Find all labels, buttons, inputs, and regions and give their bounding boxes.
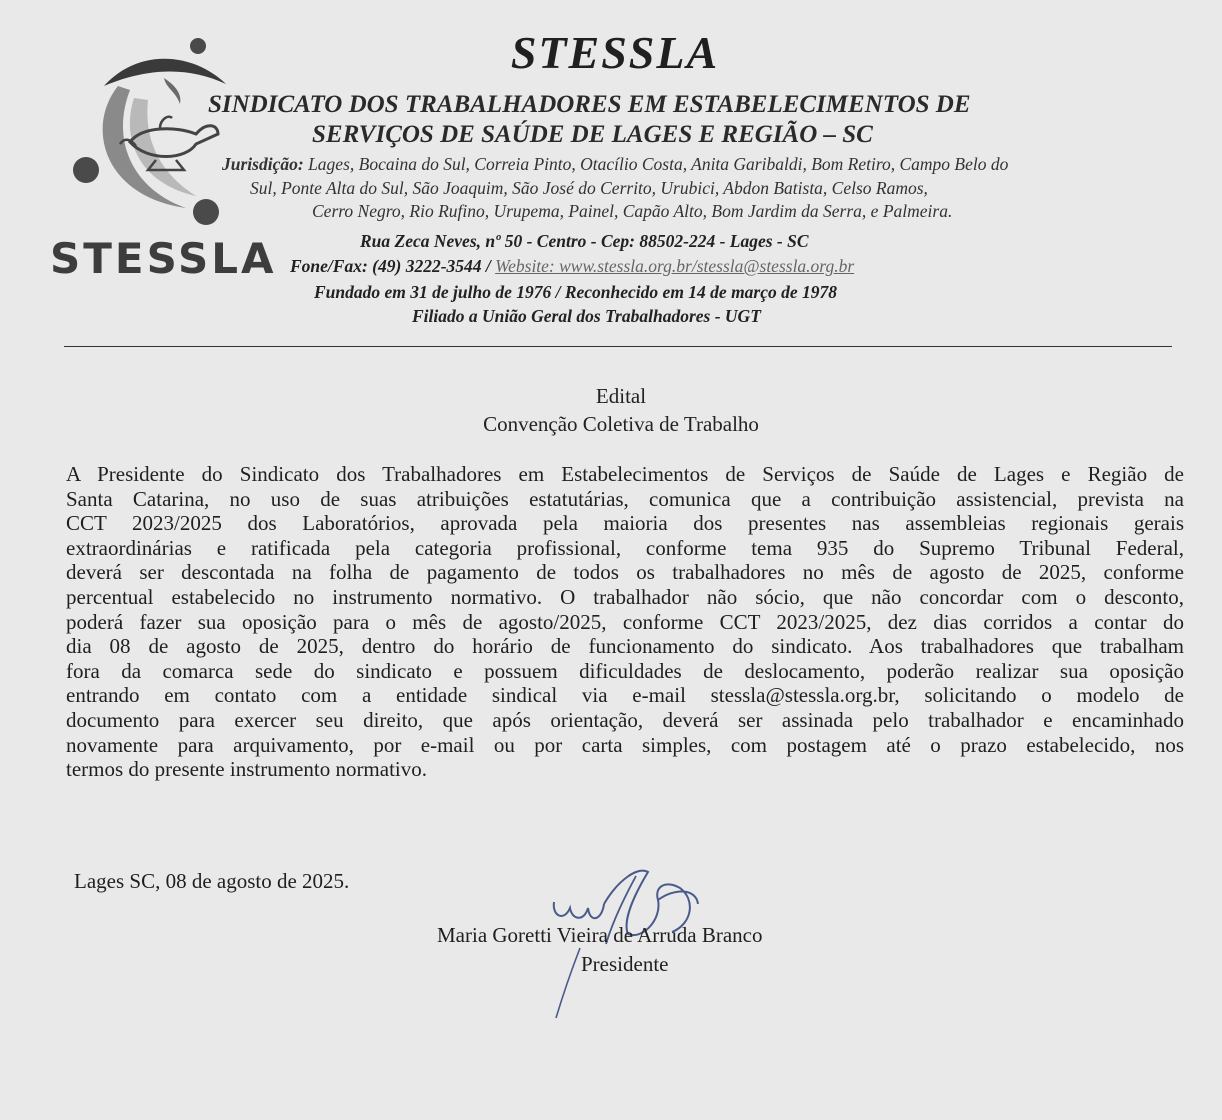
phone-text: Fone/Fax: (49) 3222-3544 / bbox=[290, 256, 496, 276]
jurisdiction-line-2: Sul, Ponte Alta do Sul, São Joaquim, São José do Cerrito, Urubici, Abdon Batista, Celso Ramos, bbox=[250, 178, 928, 198]
address-line: Rua Zeca Neves, nº 50 - Centro - Cep: 88502-224 - Lages - SC bbox=[360, 231, 809, 251]
body-line: dia 08 de agosto de 2025, dentro do horário de funcionamento do sindicato. Aos trabalhadores que trabalham bbox=[66, 634, 1184, 659]
body-line: documento para exercer seu direito, que após orientação, deverá ser assinada pelo trabalhador e encaminhado bbox=[66, 707, 1184, 732]
body-line: termos do presente instrumento normativo. bbox=[66, 757, 428, 782]
jurisdiction-line-3: Cerro Negro, Rio Rufino, Urupema, Painel, Capão Alto, Bom Jardim da Serra, e Palmeira. bbox=[312, 201, 953, 221]
signer-title: Presidente bbox=[581, 952, 669, 976]
body-line: CCT 2023/2025 dos Laboratórios, aprovada pela maioria dos presentes nas assembleias regionais gerais bbox=[66, 511, 1184, 536]
jurisdiction-text: Lages, Bocaina do Sul, Correia Pinto, Otacílio Costa, Anita Garibaldi, Bom Retiro, Campo Belo do bbox=[303, 154, 1009, 174]
body-line: fora da comarca sede do sindicato e possuem dificuldades de deslocamento, poderão realizar sua oposição bbox=[66, 658, 1184, 683]
notice-body bbox=[66, 462, 1184, 782]
body-line: poderá fazer sua oposição para o mês de agosto/2025, conforme CCT 2023/2025, dez dias corridos a contar do bbox=[66, 609, 1184, 634]
contact-line bbox=[290, 258, 854, 276]
body-line: entrando em contato com a entidade sindical via e-mail stessla@stessla.org.br, solicitando o modelo de bbox=[66, 683, 1184, 708]
body-line: percentual estabelecido no instrumento normativo. O trabalhador não sócio, que não concordar com o desconto, bbox=[66, 584, 1184, 609]
place-and-date: Lages SC, 08 de agosto de 2025. bbox=[74, 869, 350, 893]
union-name-line-2: SERVIÇOS DE SAÚDE DE LAGES E REGIÃO – SC bbox=[312, 121, 873, 148]
header-divider bbox=[64, 346, 1172, 347]
lamp-emblem-icon bbox=[68, 34, 238, 234]
body-line: A Presidente do Sindicato dos Trabalhadores em Estabelecimentos de Serviços de Saúde de Lages e Região de bbox=[66, 462, 1184, 486]
jurisdiction-label: Jurisdição: bbox=[222, 154, 304, 174]
jurisdiction-line-1 bbox=[222, 156, 1008, 174]
organization-name: STESSLA bbox=[510, 27, 720, 78]
document-subtitle: Convenção Coletiva de Trabalho bbox=[483, 412, 759, 436]
founding-line: Fundado em 31 de julho de 1976 / Reconhecido em 14 de março de 1978 bbox=[314, 282, 838, 302]
body-line: Santa Catarina, no uso de suas atribuições estatutárias, comunica que a contribuição assistencial, prevista na bbox=[66, 486, 1184, 511]
website-link[interactable]: Website: www.stessla.org.br/stessla@stessla.org.br bbox=[495, 256, 855, 276]
body-line: extraordinárias e ratificada pela categoria profissional, conforme tema 935 do Supremo Tribunal Federal, bbox=[66, 535, 1184, 560]
document-title: Edital bbox=[595, 384, 647, 408]
union-logo-emblem bbox=[68, 34, 238, 234]
body-line: deverá ser descontada na folha de pagamento de todos os trabalhadores no mês de agosto de 2025, conforme bbox=[66, 560, 1184, 585]
body-line: novamente para arquivamento, por e-mail ou por carta simples, com postagem até o prazo estabelecido, nos bbox=[66, 732, 1184, 757]
signer-name: Maria Goretti Vieira de Arruda Branco bbox=[437, 923, 763, 947]
affiliation-line: Filiado a União Geral dos Trabalhadores - UGT bbox=[412, 306, 761, 326]
union-name-line-1: SINDICATO DOS TRABALHADORES EM ESTABELECIMENTOS DE bbox=[208, 91, 971, 118]
logo-wordmark: STESSLA bbox=[50, 234, 277, 283]
